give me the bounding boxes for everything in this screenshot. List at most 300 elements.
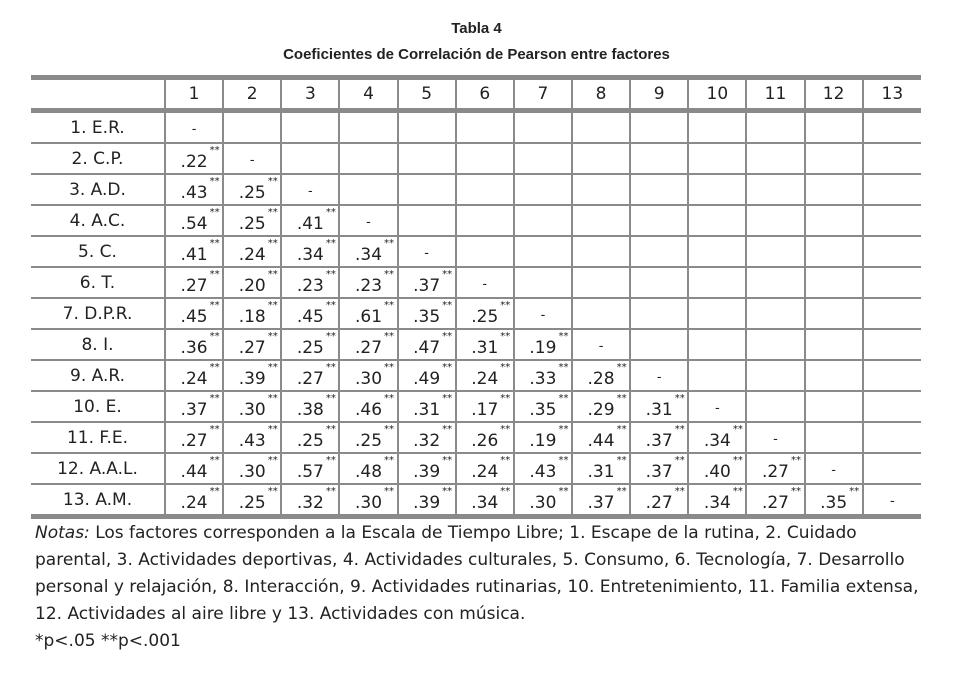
- correlation-cell: [863, 298, 921, 329]
- coefficient: [180, 423, 220, 451]
- correlation-cell: [572, 267, 630, 298]
- row-label: 5. C.: [31, 236, 165, 267]
- correlation-cell: [281, 391, 339, 422]
- coefficient-value: .46: [354, 399, 383, 420]
- correlation-cell: [165, 236, 223, 267]
- significance-marker: **: [325, 361, 336, 373]
- coefficient-value: .37: [645, 461, 673, 482]
- coefficient-value: .31: [587, 461, 615, 482]
- coefficient: [238, 175, 278, 203]
- coefficient-value: .49: [413, 368, 441, 389]
- significance-marker: **: [674, 485, 685, 497]
- coefficient-value: .39: [413, 461, 441, 482]
- correlation-cell: [281, 267, 339, 298]
- significance-marker: **: [616, 392, 627, 404]
- significance-marker: **: [325, 330, 336, 342]
- coefficient: [180, 237, 220, 265]
- coefficient-value: .41: [296, 213, 324, 234]
- significance-marker: **: [674, 392, 685, 404]
- correlation-cell: [688, 453, 746, 484]
- significance-marker: **: [267, 299, 278, 311]
- correlation-cell: [223, 174, 281, 205]
- coefficient: [413, 361, 453, 389]
- correlation-cell: [746, 453, 804, 484]
- coefficient-value: .25: [238, 182, 266, 203]
- coefficient-value: .24: [180, 492, 208, 513]
- coefficient: [587, 454, 627, 482]
- significance-marker: **: [558, 485, 569, 497]
- diagonal-dash: -: [889, 493, 895, 509]
- significance-marker: **: [616, 454, 627, 466]
- coefficient: [296, 330, 336, 358]
- correlation-cell: [456, 453, 514, 484]
- significance-marker: **: [732, 423, 743, 435]
- coefficient-value: .37: [587, 492, 615, 513]
- coefficient: [296, 423, 336, 451]
- significance-marker: **: [209, 175, 220, 187]
- correlation-cell: [572, 360, 630, 391]
- coefficient-value: .45: [180, 306, 208, 327]
- significance-marker: **: [325, 206, 336, 218]
- table-notes: [35, 520, 930, 628]
- diagonal-dash: -: [482, 276, 488, 292]
- significance-marker: **: [442, 423, 453, 435]
- correlation-cell: [514, 205, 572, 236]
- significance-marker: **: [674, 454, 685, 466]
- significance-marker: **: [442, 392, 453, 404]
- coefficient: [413, 485, 453, 513]
- significance-marker: **: [325, 485, 336, 497]
- coefficient: [180, 361, 220, 389]
- coefficient-value: .54: [180, 213, 208, 234]
- coefficient-value: .25: [471, 306, 499, 327]
- significance-marker: **: [558, 454, 569, 466]
- row-label: 2. C.P.: [31, 143, 165, 174]
- significance-marker: **: [325, 423, 336, 435]
- significance-marker: **: [442, 268, 453, 280]
- correlation-cell: [456, 484, 514, 517]
- column-header: 1: [165, 78, 223, 111]
- significance-marker: **: [442, 299, 453, 311]
- diagonal-dash: -: [424, 245, 429, 261]
- table-number: Tabla 4: [451, 20, 502, 37]
- coefficient: [645, 485, 685, 513]
- correlation-cell: [863, 111, 921, 144]
- coefficient-value: .32: [413, 430, 441, 451]
- table-row: [31, 360, 921, 391]
- correlation-cell: [746, 298, 804, 329]
- correlation-cell: [514, 298, 572, 329]
- significance-marker: **: [267, 423, 278, 435]
- coefficient: [820, 485, 860, 513]
- correlation-cell: [630, 453, 688, 484]
- coefficient-value: .18: [238, 306, 266, 327]
- correlation-cell: [514, 484, 572, 517]
- table-row: [31, 205, 921, 236]
- coefficient: [180, 330, 220, 358]
- correlation-cell: [863, 391, 921, 422]
- correlation-cell: [398, 111, 456, 144]
- significance-marker: **: [384, 485, 395, 497]
- correlation-cell: [746, 422, 804, 453]
- correlation-cell: [165, 391, 223, 422]
- coefficient: [238, 237, 278, 265]
- coefficient-value: .47: [413, 337, 441, 358]
- significance-marker: **: [442, 454, 453, 466]
- correlation-cell: [456, 298, 514, 329]
- coefficient-value: .25: [296, 337, 324, 358]
- coefficient: [413, 268, 453, 296]
- correlation-cell: [339, 391, 397, 422]
- correlation-cell: [223, 422, 281, 453]
- correlation-cell: [572, 391, 630, 422]
- significance-marker: **: [325, 299, 336, 311]
- correlation-cell: [339, 329, 397, 360]
- table-row: [31, 391, 921, 422]
- correlation-cell: [572, 174, 630, 205]
- table-row: [31, 298, 921, 329]
- correlation-cell: [863, 484, 921, 517]
- coefficient: [296, 361, 336, 389]
- correlation-cell: [398, 174, 456, 205]
- significance-marker: **: [267, 237, 278, 249]
- coefficient: [238, 330, 278, 358]
- column-header: 12: [805, 78, 863, 111]
- column-header: 11: [746, 78, 804, 111]
- correlation-cell: [630, 236, 688, 267]
- correlation-cell: [281, 298, 339, 329]
- significance-marker: **: [500, 454, 511, 466]
- coefficient-value: .57: [296, 461, 324, 482]
- coefficient: [587, 423, 627, 451]
- row-label: 8. I.: [31, 329, 165, 360]
- correlation-cell: [514, 422, 572, 453]
- correlation-cell: [863, 267, 921, 298]
- correlation-cell: [805, 298, 863, 329]
- correlation-cell: [165, 329, 223, 360]
- correlation-cell: [805, 391, 863, 422]
- diagonal-dash: -: [598, 338, 604, 354]
- correlation-cell: [398, 205, 456, 236]
- diagonal-dash: -: [656, 369, 662, 385]
- row-label: 11. F.E.: [31, 422, 165, 453]
- correlation-cell: [398, 267, 456, 298]
- correlation-cell: [223, 329, 281, 360]
- correlation-cell: [398, 453, 456, 484]
- correlation-cell: [514, 267, 572, 298]
- correlation-cell: [630, 111, 688, 144]
- coefficient-value: .27: [180, 275, 208, 296]
- coefficient: [238, 268, 278, 296]
- row-label: 9. A.R.: [31, 360, 165, 391]
- correlation-cell: [456, 329, 514, 360]
- correlation-cell: [398, 143, 456, 174]
- significance-marker: **: [500, 330, 511, 342]
- correlation-cell: [572, 298, 630, 329]
- coefficient: [354, 330, 395, 358]
- significance-marker: **: [267, 485, 278, 497]
- significance-marker: **: [616, 485, 627, 497]
- correlation-cell: [688, 267, 746, 298]
- correlation-cell: [223, 360, 281, 391]
- correlation-cell: [688, 484, 746, 517]
- coefficient-value: .24: [180, 368, 208, 389]
- coefficient: [238, 206, 278, 234]
- significance-marker: **: [791, 454, 801, 466]
- coefficient-value: .23: [296, 275, 324, 296]
- coefficient: [296, 485, 336, 513]
- coefficient: [180, 454, 220, 482]
- correlation-cell: [746, 174, 804, 205]
- coefficient-value: .30: [354, 368, 383, 389]
- significance-marker: **: [384, 454, 395, 466]
- significance-marker: **: [442, 330, 453, 342]
- correlation-cell: [514, 111, 572, 144]
- correlation-cell: [281, 453, 339, 484]
- correlation-cell: [572, 329, 630, 360]
- coefficient: [587, 361, 627, 389]
- correlation-cell: [572, 484, 630, 517]
- coefficient-value: .61: [354, 306, 383, 327]
- significance-marker: **: [558, 423, 569, 435]
- table-row: [31, 174, 921, 205]
- correlation-cell: [572, 143, 630, 174]
- correlation-cell: [165, 111, 223, 144]
- correlation-cell: [223, 236, 281, 267]
- corner-cell: [31, 78, 165, 111]
- significance-marker: **: [209, 299, 220, 311]
- correlation-cell: [456, 422, 514, 453]
- coefficient: [296, 237, 336, 265]
- correlation-cell: [746, 329, 804, 360]
- coefficient-value: .29: [587, 399, 615, 420]
- coefficient-value: .33: [529, 368, 557, 389]
- coefficient: [587, 392, 627, 420]
- coefficient: [529, 454, 569, 482]
- coefficient: [471, 299, 511, 327]
- correlation-cell: [339, 453, 397, 484]
- significance-marker: **: [325, 237, 336, 249]
- significance-marker: **: [849, 485, 860, 497]
- significance-marker: **: [616, 361, 627, 373]
- significance-legend: *p<.05 **p<.001: [35, 631, 181, 651]
- significance-marker: **: [209, 144, 220, 156]
- coefficient-value: .27: [761, 461, 789, 482]
- column-header: 9: [630, 78, 688, 111]
- correlation-cell: [398, 422, 456, 453]
- significance-marker: **: [209, 485, 220, 497]
- correlation-cell: [805, 174, 863, 205]
- coefficient: [645, 423, 685, 451]
- header-row: [31, 78, 921, 111]
- correlation-cell: [514, 360, 572, 391]
- coefficient-value: .34: [354, 244, 383, 265]
- coefficient: [354, 268, 395, 296]
- correlation-cell: [281, 329, 339, 360]
- coefficient-value: .24: [471, 461, 499, 482]
- coefficient: [238, 361, 278, 389]
- coefficient-value: .27: [238, 337, 266, 358]
- coefficient: [413, 423, 453, 451]
- correlation-cell: [688, 236, 746, 267]
- coefficient-value: .25: [354, 430, 383, 451]
- row-label: 4. A.C.: [31, 205, 165, 236]
- diagonal-dash: -: [249, 152, 255, 168]
- significance-marker: **: [558, 330, 569, 342]
- coefficient-value: .25: [238, 213, 266, 234]
- correlation-cell: [514, 391, 572, 422]
- coefficient-value: .27: [761, 492, 789, 513]
- coefficient: [180, 268, 220, 296]
- significance-marker: **: [384, 330, 395, 342]
- diagonal-dash: -: [831, 462, 836, 478]
- diagonal-dash: -: [308, 183, 313, 199]
- significance-marker: **: [558, 392, 569, 404]
- coefficient: [180, 392, 220, 420]
- coefficient: [238, 485, 278, 513]
- correlation-cell: [688, 391, 746, 422]
- significance-marker: **: [384, 237, 395, 249]
- table-row: [31, 422, 921, 453]
- coefficient: [761, 454, 801, 482]
- correlation-cell: [746, 391, 804, 422]
- correlation-cell: [746, 111, 804, 144]
- correlation-cell: [863, 329, 921, 360]
- column-header: 4: [339, 78, 397, 111]
- correlation-cell: [805, 236, 863, 267]
- correlation-cell: [339, 143, 397, 174]
- correlation-cell: [339, 298, 397, 329]
- correlation-cell: [572, 422, 630, 453]
- coefficient-value: .27: [645, 492, 673, 513]
- coefficient-value: .34: [703, 492, 731, 513]
- significance-marker: **: [267, 454, 278, 466]
- table-row: [31, 329, 921, 360]
- coefficient-value: .25: [238, 492, 266, 513]
- correlation-cell: [281, 360, 339, 391]
- significance-marker: **: [442, 485, 453, 497]
- significance-marker: **: [558, 361, 569, 373]
- column-header: 2: [223, 78, 281, 111]
- correlation-cell: [398, 236, 456, 267]
- correlation-cell: [398, 329, 456, 360]
- coefficient: [413, 330, 453, 358]
- coefficient: [703, 454, 743, 482]
- correlation-cell: [456, 236, 514, 267]
- coefficient-value: .45: [296, 306, 324, 327]
- coefficient-value: .19: [529, 337, 557, 358]
- diagonal-dash: -: [191, 121, 197, 137]
- coefficient-value: .39: [413, 492, 441, 513]
- table-row: [31, 453, 921, 484]
- correlation-cell: [863, 360, 921, 391]
- coefficient: [413, 454, 453, 482]
- correlation-cell: [339, 267, 397, 298]
- correlation-cell: [339, 111, 397, 144]
- significance-marker: **: [209, 268, 220, 280]
- significance-marker: **: [674, 423, 685, 435]
- correlation-cell: [863, 453, 921, 484]
- significance-marker: **: [209, 330, 220, 342]
- correlation-cell: [688, 329, 746, 360]
- correlation-cell: [514, 236, 572, 267]
- correlation-cell: [805, 453, 863, 484]
- row-label: 10. E.: [31, 391, 165, 422]
- correlation-cell: [805, 360, 863, 391]
- coefficient-value: .34: [296, 244, 324, 265]
- coefficient: [180, 485, 220, 513]
- coefficient-value: .24: [471, 368, 499, 389]
- significance-marker: **: [500, 485, 511, 497]
- correlation-cell: [514, 143, 572, 174]
- coefficient: [180, 175, 220, 203]
- column-header: 13: [863, 78, 921, 111]
- coefficient: [354, 299, 395, 327]
- correlation-cell: [630, 205, 688, 236]
- coefficient-value: .37: [645, 430, 673, 451]
- correlation-cell: [223, 298, 281, 329]
- correlation-cell: [630, 422, 688, 453]
- coefficient-value: .34: [703, 430, 731, 451]
- significance-marker: **: [209, 454, 220, 466]
- significance-marker: **: [500, 361, 511, 373]
- correlation-cell: [805, 111, 863, 144]
- coefficient: [529, 485, 569, 513]
- coefficient-value: .30: [354, 492, 383, 513]
- coefficient-value: .34: [471, 492, 499, 513]
- coefficient: [529, 423, 569, 451]
- coefficient: [471, 361, 511, 389]
- diagonal-dash: -: [773, 431, 778, 447]
- correlation-cell: [456, 360, 514, 391]
- row-label: 6. T.: [31, 267, 165, 298]
- table-title: Coeficientes de Correlación de Pearson entre factores: [283, 46, 670, 63]
- correlation-cell: [863, 236, 921, 267]
- correlation-cell: [223, 111, 281, 144]
- column-header: 10: [688, 78, 746, 111]
- significance-marker: **: [500, 392, 511, 404]
- correlation-cell: [746, 267, 804, 298]
- coefficient: [471, 454, 511, 482]
- coefficient: [529, 392, 569, 420]
- correlation-cell: [514, 174, 572, 205]
- correlation-cell: [805, 267, 863, 298]
- coefficient: [296, 392, 336, 420]
- correlation-cell: [688, 111, 746, 144]
- coefficient-value: .32: [296, 492, 324, 513]
- significance-marker: **: [384, 299, 395, 311]
- correlation-cell: [281, 422, 339, 453]
- correlation-cell: [688, 360, 746, 391]
- correlation-cell: [746, 205, 804, 236]
- coefficient: [529, 361, 569, 389]
- table-row: [31, 143, 921, 174]
- correlation-cell: [165, 143, 223, 174]
- correlation-cell: [165, 298, 223, 329]
- coefficient-value: .48: [354, 461, 383, 482]
- correlation-cell: [630, 360, 688, 391]
- coefficient-value: .39: [238, 368, 266, 389]
- correlation-cell: [456, 174, 514, 205]
- correlation-cell: [688, 143, 746, 174]
- coefficient-value: .36: [180, 337, 208, 358]
- correlation-cell: [572, 111, 630, 144]
- correlation-cell: [165, 484, 223, 517]
- significance-marker: **: [209, 423, 220, 435]
- correlation-cell: [223, 453, 281, 484]
- coefficient: [296, 206, 336, 234]
- coefficient-value: .22: [180, 151, 208, 172]
